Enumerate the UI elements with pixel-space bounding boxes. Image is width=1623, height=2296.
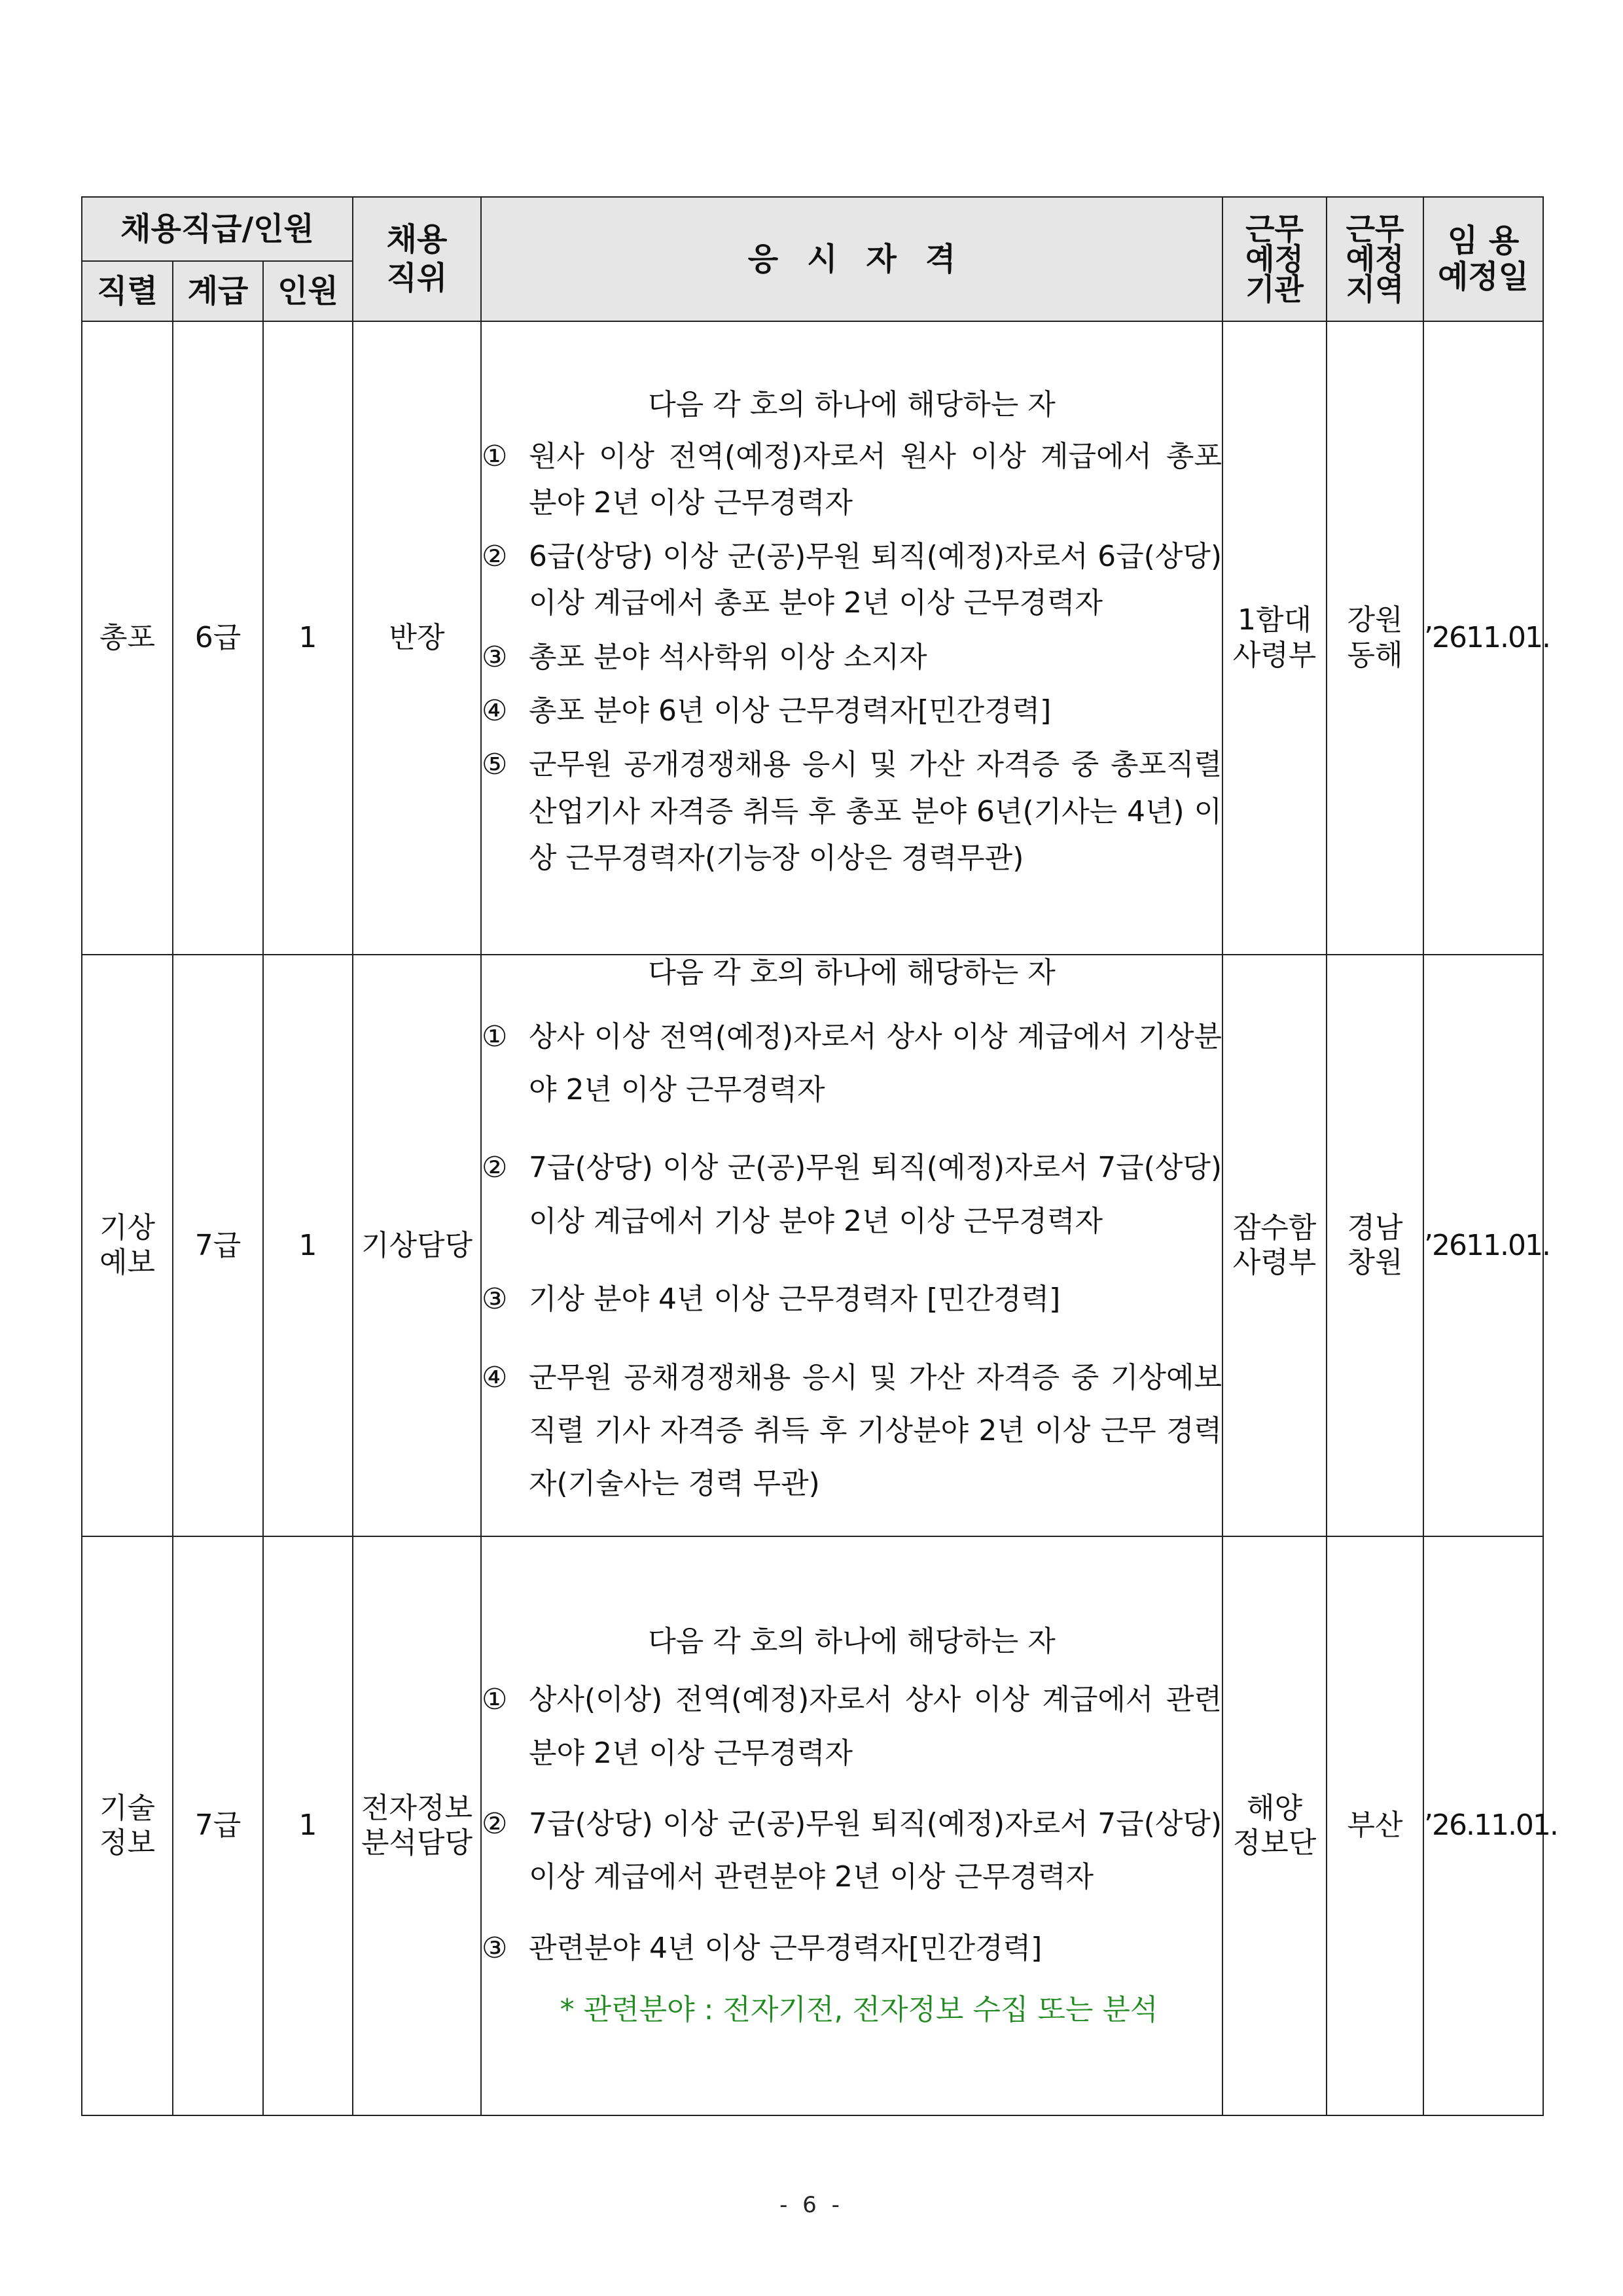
qualification-item (482, 1351, 1222, 1511)
cell-date: ’2611.01. (1423, 955, 1543, 1536)
item-number: ④ (482, 1360, 508, 1394)
cell-count: 1 (263, 321, 353, 955)
cell-grade: 6급 (173, 321, 263, 955)
cell-series: 기술 정보 (82, 1536, 173, 2115)
qualification-note: * 관련분야 : 전자기전, 전자정보 수집 또는 분석 (560, 1993, 1158, 2027)
qualification-item (482, 1922, 1222, 1975)
header-series: 직렬 (82, 261, 173, 321)
qualification-item (482, 1797, 1222, 1904)
item-text: 7급(상당) 이상 군(공)무원 퇴직(예정)자로서 7급(상당) 이상 계급에서 관련분야 2년 이상 근무경력자 (529, 1807, 1222, 1894)
cell-agency: 1함대 사령부 (1222, 321, 1327, 955)
qualification-item (482, 1141, 1222, 1248)
header-qualification: 응시자격 (481, 197, 1222, 321)
item-number: ① (482, 1019, 508, 1053)
item-text: 총포 분야 석사학위 이상 소지자 (529, 640, 927, 674)
qualification-list (482, 1010, 1222, 1511)
header-position: 채용 직위 (353, 197, 481, 321)
cell-region: 경남 창원 (1327, 955, 1423, 1536)
cell-region: 강원 동해 (1327, 321, 1423, 955)
item-text: 총포 분야 6년 이상 근무경력자[민간경력] (529, 694, 1052, 728)
recruitment-table (81, 196, 1558, 2116)
qualification-list (482, 1673, 1222, 1975)
item-text: 상사(이상) 전역(예정)자로서 상사 이상 계급에서 관련분야 2년 이상 근무경력자 (529, 1683, 1222, 1770)
table-row (82, 1536, 1543, 2115)
cell-grade: 7급 (173, 955, 263, 1536)
cell-date: ’2611.01. (1423, 321, 1543, 955)
cell-count: 1 (263, 1536, 353, 2115)
item-text: 상사 이상 전역(예정)자로서 상사 이상 계급에서 기상분야 2년 이상 근무경력자 (529, 1019, 1222, 1107)
header-grade: 계급 (173, 261, 263, 321)
item-number: ③ (482, 1931, 508, 1965)
cell-agency: 잠수함 사령부 (1222, 955, 1327, 1536)
qualification-item (482, 1010, 1222, 1117)
qualification-item (482, 533, 1222, 627)
qualification-item (482, 688, 1222, 734)
qualification-item (482, 1673, 1222, 1780)
header-group: 채용직급/인원 (82, 197, 353, 261)
item-number: ① (482, 1683, 508, 1717)
item-number: ① (482, 439, 508, 473)
item-text: 기상 분야 4년 이상 근무경력자 [민간경력] (529, 1282, 1061, 1316)
qualification-item (482, 741, 1222, 881)
item-number: ④ (482, 694, 508, 728)
cell-region: 부산 (1327, 1536, 1423, 2115)
header-count: 인원 (263, 261, 353, 321)
item-number: ② (482, 1151, 508, 1185)
header-date: 임 용 예정일 (1423, 197, 1543, 321)
cell-series: 총포 (82, 321, 173, 955)
cell-count: 1 (263, 955, 353, 1536)
cell-position: 전자정보 분석담당 (353, 1536, 481, 2115)
header-agency: 근무 예정 기관 (1222, 197, 1327, 321)
item-number: ② (482, 1807, 508, 1841)
cell-agency: 해양 정보단 (1222, 1536, 1327, 2115)
item-number: ⑤ (482, 748, 508, 782)
qualification-item (482, 634, 1222, 680)
item-text: 원사 이상 전역(예정)자로서 원사 이상 계급에서 총포 분야 2년 이상 근무경력자 (529, 439, 1222, 520)
page-number: - 6 - (779, 2192, 844, 2218)
qualification-intro: 다음 각 호의 하나에 해당하는 자 (648, 387, 1056, 421)
qualification-intro: 다음 각 호의 하나에 해당하는 자 (648, 956, 1056, 989)
item-text: 군무원 공채경쟁채용 응시 및 가산 자격증 중 기상예보 직렬 기사 자격증 취득 후 기상분야 2년 이상 근무 경력자(기술사는 경력 무관) (529, 1360, 1222, 1501)
table-row (82, 955, 1543, 1536)
cell-qualification (481, 1536, 1222, 2115)
cell-date: ’26.11.01. (1423, 1536, 1543, 2115)
cell-series: 기상 예보 (82, 955, 173, 1536)
item-text: 관련분야 4년 이상 근무경력자[민간경력] (529, 1931, 1043, 1965)
qualification-item (482, 1273, 1222, 1326)
cell-grade: 7급 (173, 1536, 263, 2115)
header-region: 근무 예정 지역 (1327, 197, 1423, 321)
cell-position: 반장 (353, 321, 481, 955)
cell-qualification (481, 955, 1222, 1536)
table-row (82, 321, 1543, 955)
qualification-intro: 다음 각 호의 하나에 해당하는 자 (648, 1624, 1056, 1658)
cell-qualification (481, 321, 1222, 955)
item-number: ② (482, 540, 508, 574)
qualification-item (482, 433, 1222, 527)
cell-position: 기상담당 (353, 955, 481, 1536)
item-number: ③ (482, 640, 508, 674)
item-number: ③ (482, 1282, 508, 1316)
item-text: 군무원 공개경쟁채용 응시 및 가산 자격증 중 총포직렬 산업기사 자격증 취득 후 총포 분야 6년(기사는 4년) 이상 근무경력자(기능장 이상은 경력무관) (529, 748, 1222, 875)
qualification-list (482, 433, 1222, 881)
item-text: 7급(상당) 이상 군(공)무원 퇴직(예정)자로서 7급(상당) 이상 계급에서 기상 분야 2년 이상 근무경력자 (529, 1151, 1222, 1238)
item-text: 6급(상당) 이상 군(공)무원 퇴직(예정)자로서 6급(상당) 이상 계급에서 총포 분야 2년 이상 근무경력자 (529, 540, 1222, 620)
